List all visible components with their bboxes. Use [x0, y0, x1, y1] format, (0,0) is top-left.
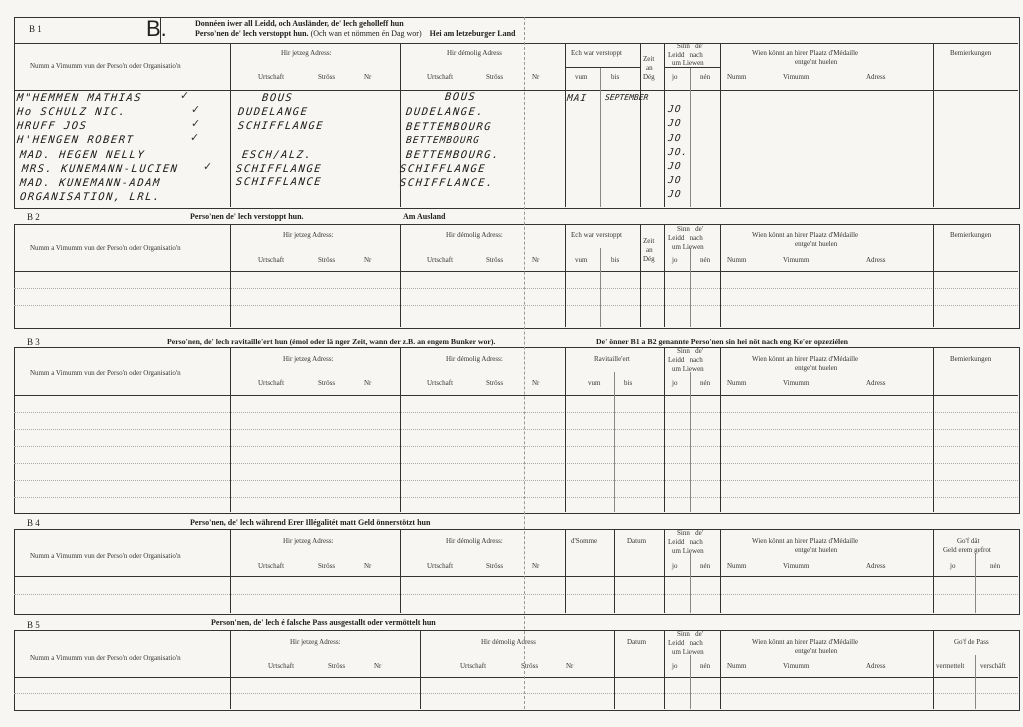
b5-nr-2: Nr [566, 662, 574, 670]
b5-adress: Adress [866, 662, 886, 670]
b2-jo: jo [672, 256, 678, 264]
b1-row-5-jetzeg: ESCH/ALZ. [241, 149, 314, 161]
b1-jetzeg-header: Hir jetzeg Adress: [281, 49, 332, 57]
b5-um-liewen: um Liewen [672, 648, 704, 656]
b2-urtschaft: Urtschaft [258, 256, 285, 264]
b1-zeit3: Dég [643, 73, 655, 81]
b4-label: B 4 [27, 518, 40, 528]
b3-stross: Ströss [318, 379, 336, 387]
b3-nr-2: Nr [532, 379, 540, 387]
b1-urtschaft-2: Urtschaft [427, 73, 454, 81]
b2-label: B 2 [27, 212, 40, 222]
b4-jo: jo [672, 562, 678, 570]
b3-ravit: Ravitaille'ert [594, 355, 630, 363]
b5-jo: jo [672, 662, 678, 670]
b1-adress: Adress [866, 73, 886, 81]
check-icon: ✓ [180, 89, 190, 102]
b1-row-5-demolig: BETTEMBOURG. [405, 149, 501, 161]
b3-bemierkungen: Bemierkungen [950, 355, 992, 363]
b4-nr: Nr [364, 562, 372, 570]
b3-name-col-header: Numm a Vimumm vun der Perso'n oder Organisatio'n [30, 369, 181, 377]
b1-zeit2: an [646, 64, 653, 72]
b2-zeit2: an [646, 246, 653, 254]
b2-sinn: Sinn de' [677, 225, 703, 233]
b2-urtschaft-2: Urtschaft [427, 256, 454, 264]
b1-um-liewen: um Liewen [672, 59, 704, 67]
b2-vimumm: Vimumm [783, 256, 810, 264]
b1-zeit1: Zeit [643, 55, 655, 63]
b5-wien1: Wien könnt an hirer Plaatz d'Médaille [752, 638, 859, 646]
b4-jetzeg-header: Hir jetzeg Adress: [283, 537, 334, 545]
check-icon: ✓ [191, 117, 201, 130]
b5-name-col-header: Numm a Vimumm vun der Perso'n oder Organisatio'n [30, 654, 181, 662]
b2-wien1: Wien könnt an hirer Plaatz d'Médaille [752, 231, 859, 239]
b5-stross-2: Ströss [521, 662, 539, 670]
b4-jo-right: jo [950, 562, 956, 570]
b2-adress: Adress [866, 256, 886, 264]
b5-leidd: Leidd nach [668, 639, 703, 647]
b5-numm: Numm [727, 662, 747, 670]
b1-title-paren: (Och wan et nömmen én Dag wor) [310, 29, 422, 38]
b4-vimumm: Vimumm [783, 562, 810, 570]
b2-vum: vum [575, 256, 588, 264]
b1-nen: nén [700, 73, 711, 81]
b3-um-liewen: um Liewen [672, 365, 704, 373]
b1-row-8-name: ORGANISATION, LRL. [19, 191, 162, 203]
b1-row-2-jetzeg: DUDELANGE [237, 106, 310, 118]
b4-nen-right: nén [990, 562, 1001, 570]
b5-vermettelt: vermettelt [936, 662, 965, 670]
b3-urtschaft: Urtschaft [258, 379, 285, 387]
b2-stross: Ströss [318, 256, 336, 264]
b5-gof: Go'f de Pass [954, 638, 989, 646]
b4-urtschaft-2: Urtschaft [427, 562, 454, 570]
b4-nen: nén [700, 562, 711, 570]
b1-vimumm: Vimumm [783, 73, 810, 81]
b1-row-2-name: Ho SCHULZ NIC. [16, 106, 128, 118]
b4-title: Perso'nen, de' lech während Erer Illégalitét matt Geld önnerstötzt hun [190, 518, 431, 527]
b1-row-5-jo: JO [667, 161, 683, 172]
b4-stross-2: Ströss [486, 562, 504, 570]
b3-jetzeg-header: Hir jetzeg Adress: [283, 355, 334, 363]
b4-wien1: Wien könnt an hirer Plaatz d'Médaille [752, 537, 859, 545]
b1-row-7-jo: JO [667, 189, 683, 200]
b4-um-liewen: um Liewen [672, 547, 704, 555]
b1-label: B 1 [29, 24, 42, 34]
b1-row-3-name: HRUFF JOS [16, 120, 89, 132]
b4-sinn: Sinn de' [677, 529, 703, 537]
b1-row-6-demolig: SCHIFFLANGE [399, 163, 487, 175]
b2-numm: Numm [727, 256, 747, 264]
b1-row-4-jo: JO. [667, 147, 689, 158]
b3-wien1: Wien könnt an hirer Plaatz d'Médaille [752, 355, 859, 363]
b4-datum: Datum [627, 537, 647, 545]
b4-somme: d'Somme [571, 537, 598, 545]
b3-label: B 3 [27, 337, 40, 347]
b5-datum: Datum [627, 638, 647, 646]
b1-name-col-header: Numm a Vimumm vun der Perso'n oder Organisatio'n [30, 62, 181, 70]
b5-verschaft: verschäft [980, 662, 1006, 670]
b3-vimumm: Vimumm [783, 379, 810, 387]
check-icon: ✓ [191, 103, 201, 116]
b2-jetzeg-header: Hir jetzeg Adress: [283, 231, 334, 239]
b1-stross-2: Ströss [486, 73, 504, 81]
b3-nr: Nr [364, 379, 372, 387]
b1-row-6-jo: JO [667, 175, 683, 186]
b5-title: Person'nen, de' lech é falsche Pass ausgestallt oder vermöttelt hun [211, 618, 436, 627]
b1-row-4-demolig: BETTEMBOURG [405, 135, 481, 146]
b2-nr: Nr [364, 256, 372, 264]
b1-numm: Numm [727, 73, 747, 81]
b1-title-right: Hei am letzeburger Land [429, 29, 516, 38]
b3-adress: Adress [866, 379, 886, 387]
b1-vum: vum [575, 73, 588, 81]
b3-title-right: De' önner B1 a B2 genannte Perso'nen sin hei nöt nach eng Ke'er opzeziélen [596, 337, 849, 346]
b4-numm: Numm [727, 562, 747, 570]
b3-leidd: Leidd nach [668, 356, 703, 364]
b1-urtschaft: Urtschaft [258, 73, 285, 81]
b1-row-6-name: MRS. KUNEMANN-LUCIEN [21, 163, 180, 175]
b1-row-7-jetzeg: SCHIFFLANCE [235, 176, 323, 188]
b1-row-2-jo: JO [667, 118, 683, 129]
b5-stross: Ströss [328, 662, 346, 670]
b1-row-1-demolig: BOUS [444, 91, 477, 103]
b3-nen: nén [700, 379, 711, 387]
b4-leidd: Leidd nach [668, 538, 703, 546]
b4-section [14, 529, 1020, 615]
b1-row-3-jetzeg: SCHIFFLANGE [237, 120, 325, 132]
b1-row-3-demolig: BETTEMBOURG [405, 121, 493, 133]
b2-bis: bis [611, 256, 620, 264]
b1-row-2-demolig: DUDELANGE. [405, 106, 485, 118]
b4-demolig-header: Hir démolig Adress: [446, 537, 503, 545]
b3-stross-2: Ströss [486, 379, 504, 387]
b1-title-bold: Perso'nen de' lech verstoppt hun. [195, 29, 309, 38]
b1-row-4-name: H'HENGEN ROBERT [16, 134, 135, 146]
b1-wien2: entge'nt huelen [795, 58, 838, 66]
b3-vum: vum [588, 379, 601, 387]
b5-wien2: entge'nt huelen [795, 647, 838, 655]
b1-leidd: Leidd nach [668, 51, 703, 59]
b2-zeit1: Zeit [643, 237, 655, 245]
b2-ech-war: Ech war verstoppt [571, 231, 622, 239]
b1-jo: jo [672, 73, 678, 81]
b2-bemierkungen: Bemierkungen [950, 231, 992, 239]
b3-wien2: entge'nt huelen [795, 364, 838, 372]
b3-numm: Numm [727, 379, 747, 387]
b4-wien2: entge'nt huelen [795, 546, 838, 554]
b1-row-1-vum: MAI [566, 93, 588, 104]
b4-gof2: Geld erem gefrot [943, 546, 991, 554]
b1-row-7-demolig: SCHIFFLANCE. [399, 177, 495, 189]
b4-adress: Adress [866, 562, 886, 570]
b1-row-1-name: M"HEMMEN MATHIAS [16, 92, 143, 104]
b5-nen: nén [700, 662, 711, 670]
b1-ech-war: Ech war verstoppt [571, 49, 622, 57]
b1-stross: Ströss [318, 73, 336, 81]
b2-nr-2: Nr [532, 256, 540, 264]
b2-leidd: Leidd nach [668, 234, 703, 242]
fold-line [524, 17, 525, 709]
check-icon: ✓ [203, 160, 213, 173]
b1-wien1: Wien könnt an hirer Plaatz d'Médaille [752, 49, 859, 57]
b1-title-line1: Donnéen iwer all Leidd, och Ausländer, de' lech geholleff hun [195, 19, 404, 28]
b3-jo: jo [672, 379, 678, 387]
b3-demolig-header: Hir démolig Adress: [446, 355, 503, 363]
b1-row-1-jetzeg: BOUS [261, 92, 294, 104]
b1-bemierkungen: Bemierkungen [950, 49, 992, 57]
b2-wien2: entge'nt huelen [795, 240, 838, 248]
b1-row-1-bis: SEPTEMBER [604, 93, 649, 102]
b2-demolig-header: Hir démolig Adress: [446, 231, 503, 239]
b1-sinn: Sinn de' [677, 42, 703, 50]
b3-title: Perso'nen, de' lech ravitaille'ert hun (émol oder lä nger Zeit, wann der z.B. an engem Bunker wor). [167, 337, 496, 346]
b5-label: B 5 [27, 620, 40, 630]
b3-urtschaft-2: Urtschaft [427, 379, 454, 387]
b4-gof1: Go'f dät [957, 537, 980, 545]
b4-nr-2: Nr [532, 562, 540, 570]
b1-row-3-jo: JO [667, 133, 683, 144]
b2-name-col-header: Numm a Vimumm vun der Perso'n oder Organisatio'n [30, 244, 181, 252]
b2-title: Perso'nen de' lech verstoppt hun. [190, 212, 304, 221]
b2-zeit3: Dég [643, 255, 655, 263]
b4-stross: Ströss [318, 562, 336, 570]
b1-nr-2: Nr [532, 73, 540, 81]
b2-section [14, 224, 1020, 329]
b5-nr: Nr [374, 662, 382, 670]
b1-demolig-header: Hir démolig Adress [447, 49, 502, 57]
b5-urtschaft-2: Urtschaft [460, 662, 487, 670]
b4-name-col-header: Numm a Vimumm vun der Perso'n oder Organisatio'n [30, 552, 181, 560]
b1-row-6-jetzeg: SCHIFFLANGE [235, 163, 323, 175]
b2-title-right: Am Ausland [403, 212, 446, 221]
check-icon: ✓ [190, 131, 200, 144]
b1-big-letter: B. [146, 16, 167, 41]
b2-um-liewen: um Liewen [672, 243, 704, 251]
b1-title-line2 [195, 29, 515, 38]
b1-bis: bis [611, 73, 620, 81]
b3-bis: bis [624, 379, 633, 387]
b1-nr: Nr [364, 73, 372, 81]
b5-urtschaft: Urtschaft [268, 662, 295, 670]
b1-section [14, 17, 1020, 209]
b5-vimumm: Vimumm [783, 662, 810, 670]
b2-nen: nén [700, 256, 711, 264]
b5-demolig-header: Hir démolig Adress [481, 638, 536, 646]
b3-sinn: Sinn de' [677, 347, 703, 355]
b2-stross-2: Ströss [486, 256, 504, 264]
b4-urtschaft: Urtschaft [258, 562, 285, 570]
b1-row-1-jo: JO [667, 104, 683, 115]
b5-jetzeg-header: Hir jetzeg Adress: [290, 638, 341, 646]
b1-row-7-name: MAD. KUNEMANN-ADAM [19, 177, 162, 189]
b1-row-5-name: MAD. HEGEN NELLY [19, 149, 146, 161]
b5-sinn: Sinn de' [677, 630, 703, 638]
